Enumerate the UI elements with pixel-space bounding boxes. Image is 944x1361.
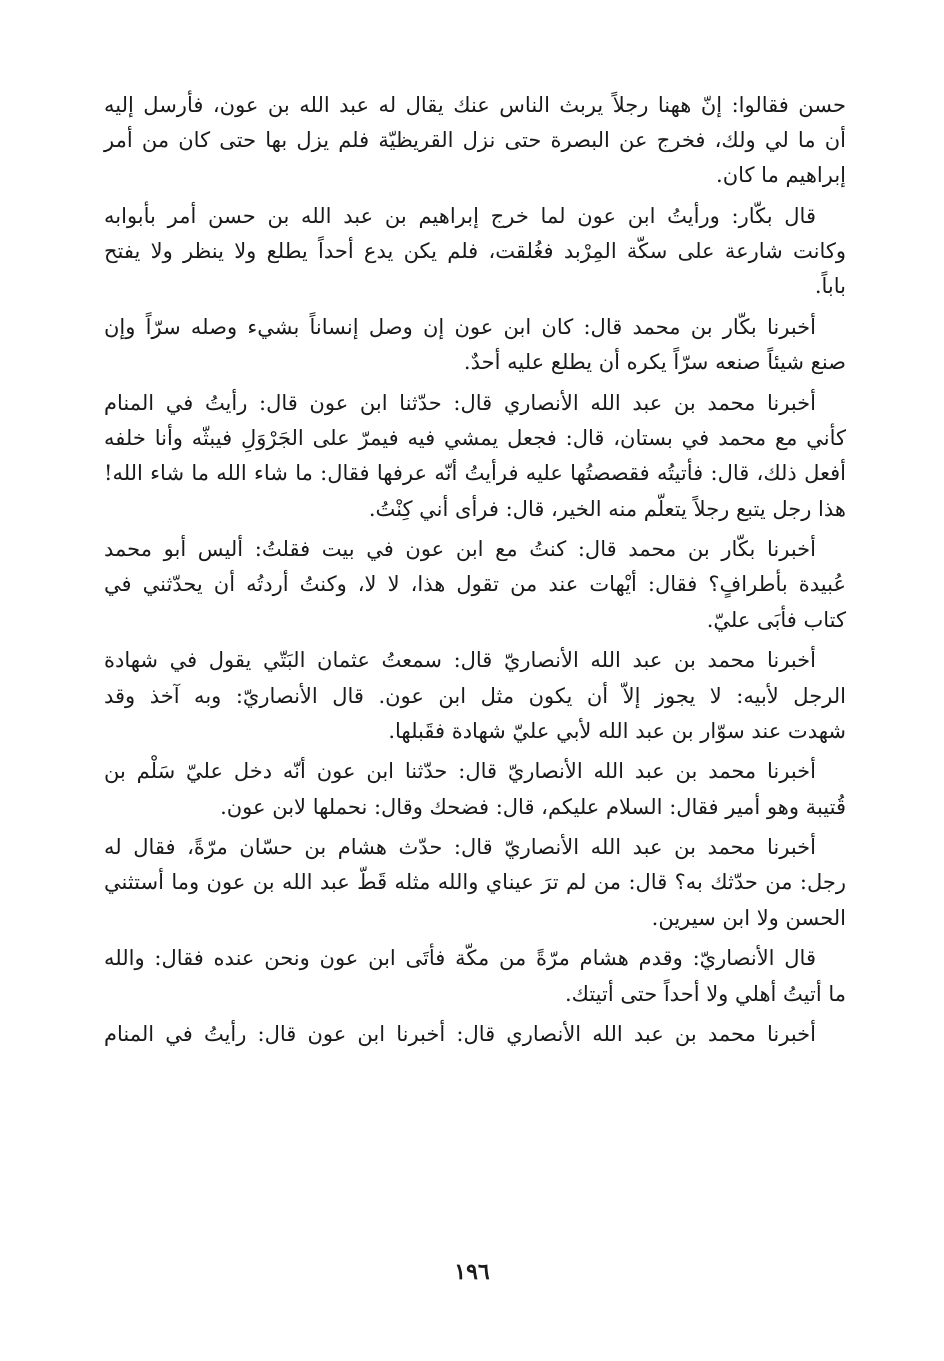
paragraph-3 [104, 310, 846, 380]
text-line: أخبرنا محمد بن عبد الله الأنصاريّ قال: حدّث هشام بن حسّان مرّةً، فقال له [104, 835, 816, 860]
text-line: أخبرنا محمد بن عبد الله الأنصاري قال: حدّثنا ابن عون قال: رأيتُ في المنام [104, 391, 816, 415]
text-line: قال الأنصاريّ: وقدم هشام مرّةً من مكّة فأتَى ابن عون ونحن عنده فقال: والله [104, 946, 816, 971]
text-line: الرجل لأبيه: لا يجوز إلاّ أن يكون مثل ابن عون. قال الأنصاريّ: وبه آخذ وقد [104, 683, 846, 708]
paragraph-9 [104, 941, 846, 1011]
text-line: أن ما لي ولك، فخرج عن البصرة حتى نزل القريظيّة فلم يزل بها حتى كان من أمر [104, 128, 846, 153]
paragraph-2 [104, 199, 846, 305]
text-line: باباً. [814, 274, 846, 299]
paragraph-5 [104, 532, 846, 638]
text-line: الحسن ولا ابن سيرين. [651, 905, 846, 930]
page-number: ١٩٦ [454, 1259, 490, 1285]
text-line: قُتيبة وهو أمير فقال: السلام عليكم، قال: فضحك وقال: نحملها لابن عون. [220, 794, 846, 819]
paragraph-6 [104, 643, 846, 749]
paragraph-7 [104, 754, 846, 824]
text-line: أفعل ذلك، قال: فأتيتُه فقصصتُها عليه فرأيتُ أنّه عرفها فقال: ما شاء الله ما شاء الله! [104, 461, 846, 486]
text-line: كأني مع محمد في بستان، قال: فجعل يمشي فيه فيمرّ على الجَرْوَلِ فيبثّه وأنا خلفه [104, 426, 846, 451]
text-line: أخبرنا بكّار بن محمد قال: كان ابن عون إن وصل إنساناً بشيء وصله سرّاً وإن [104, 315, 816, 340]
text-line: أخبرنا محمد بن عبد الله الأنصاري قال: أخبرنا ابن عون قال: رأيتُ في المنام [104, 1022, 816, 1047]
text-line: قال بكّار: ورأيتُ ابن عون لما خرج إبراهيم بن عبد الله بن حسن أمر بأبوابه [104, 204, 816, 229]
text-line: ما أتيتُ أهلي ولا أحداً حتى أتيتك. [564, 981, 846, 1006]
text-line: أخبرنا بكّار بن محمد قال: كنتُ مع ابن عون في بيت فقلتُ: أليس أبو محمد [104, 537, 816, 562]
text-line: إبراهيم ما كان. [716, 163, 846, 188]
text-line: حسن فقالوا: إنّ ههنا رجلاً يربث الناس عنك يقال له عبد الله بن عون، فأرسل إليه [104, 93, 846, 117]
paragraph-1 [104, 88, 846, 194]
text-line: كتاب فأبَى عليّ. [706, 607, 846, 632]
paragraph-10 [104, 1017, 846, 1052]
text-line: هذا رجل يتبع رجلاً يتعلّم منه الخير، قال: فرأى أني كِنْتُ. [368, 496, 846, 521]
paragraph-4 [104, 386, 846, 527]
text-line: وكانت شارعة على سكّة المِرْبد فغُلقت، فلم يكن يدع أحداً يطلع ولا ينظر ولا يفتح [104, 239, 846, 264]
text-line: شهدت عند سوّار بن عبد الله لأبي عليّ شهادة فقَبلها. [388, 718, 846, 743]
text-line: رجل: من حدّثك به؟ قال: من لم ترَ عيناي والله مثله قَطّ عبد الله بن عون وما أستثني [104, 870, 846, 895]
text-line: عُبيدة بأطرافٍ؟ فقال: أيْهات عند من تقول هذا، لا لا، وكنتُ أردتُه أن يحدّثني في [104, 572, 846, 597]
text-line: أخبرنا محمد بن عبد الله الأنصاريّ قال: حدّثنا ابن عون أنّه دخل عليّ سَلْم بن [104, 759, 816, 784]
text-line: أخبرنا محمد بن عبد الله الأنصاريّ قال: سمعتُ عثمان البَتّي يقول في شهادة [104, 648, 816, 673]
text-line: صنع شيئاً صنعه سرّاً يكره أن يطلع عليه أحدٌ. [463, 350, 846, 375]
paragraph-8 [104, 830, 846, 936]
body-text [104, 88, 846, 1052]
